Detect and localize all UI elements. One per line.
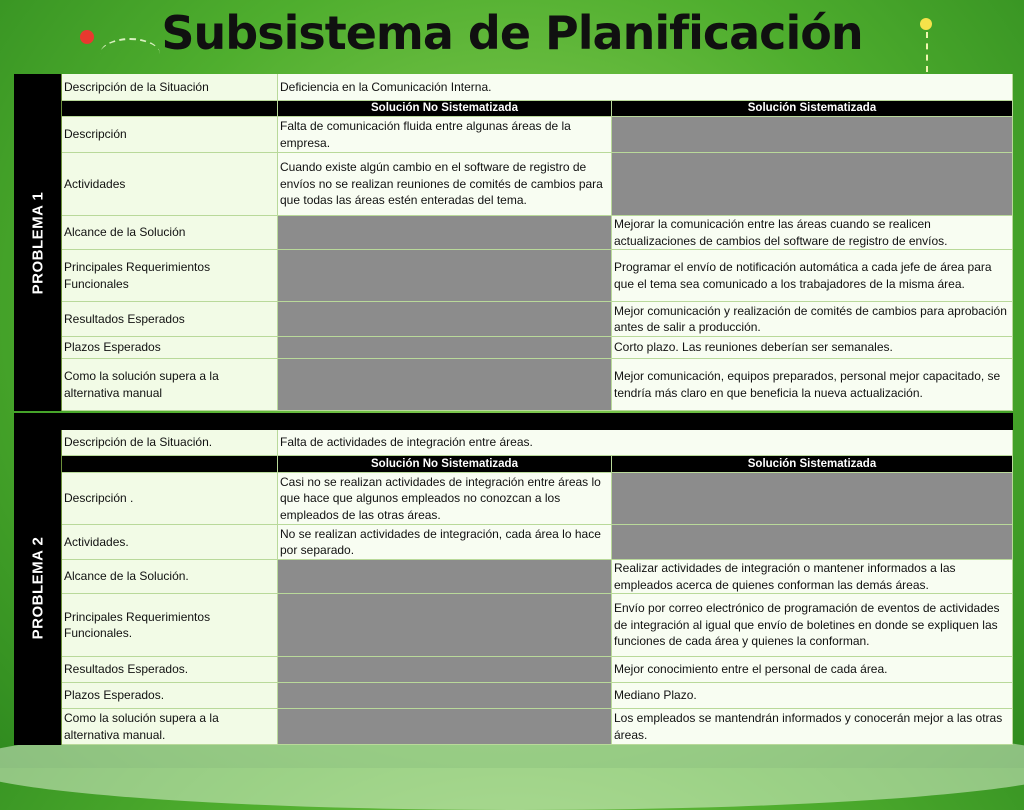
row-label: Plazos Esperados. [62,683,278,709]
row-label: Actividades [62,153,278,216]
table-separator [14,413,1013,430]
row-no-sys: No se realizan actividades de integración, cada área lo hace por separado. [278,525,612,560]
row-sys-empty [612,525,1013,560]
row-label: Descripción . [62,473,278,525]
row-label: Principales Requerimientos Funcionales. [62,594,278,657]
row-no-sys-empty [278,594,612,657]
row-sys: Mejor comunicación y realización de comités de cambios para aprobación antes de salir a producción. [612,302,1013,337]
problem-table [14,74,1013,411]
header-sys: Solución Sistematizada [612,101,1013,117]
row-sys: Mejor comunicación, equipos preparados, personal mejor capacitado, se tendría más claro en que beneficia la nueva actualización. [612,359,1013,411]
row-no-sys-empty [278,709,612,745]
row-sys: Mejorar la comunicación entre las áreas cuando se realicen actualizaciones de cambios del software de registro de envíos. [612,216,1013,250]
row-sys: Los empleados se mantendrán informados y conocerán mejor a las otras áreas. [612,709,1013,745]
row-no-sys-empty [278,216,612,250]
row-label: Como la solución supera a la alternativa manual [62,359,278,411]
header-blank [62,101,278,117]
row-no-sys-empty [278,359,612,411]
row-no-sys-empty [278,560,612,594]
row-no-sys: Casi no se realizan actividades de integración entre áreas lo que hace que algunos empleados no conozcan a los empleados de las otras áreas. [278,473,612,525]
row-label: Alcance de la Solución. [62,560,278,594]
row-no-sys-empty [278,657,612,683]
header-no-sys: Solución No Sistematizada [278,101,612,117]
row-label: Alcance de la Solución [62,216,278,250]
row-label: Resultados Esperados. [62,657,278,683]
row-no-sys-empty [278,337,612,359]
row-no-sys-empty [278,250,612,302]
header-sys: Solución Sistematizada [612,456,1013,473]
row-sys-empty [612,117,1013,153]
row-label: Descripción [62,117,278,153]
row-no-sys: Falta de comunicación fluida entre algunas áreas de la empresa. [278,117,612,153]
row-no-sys-empty [278,683,612,709]
row-sys: Envío por correo electrónico de programación de eventos de actividades de integración al igual que envío de boletines en donde se expliquen las funciones de cada área y quienes la conforman. [612,594,1013,657]
problem-side-label: PROBLEMA 2 [14,430,62,745]
situation-value: Deficiencia en la Comunicación Interna. [278,74,1013,101]
row-sys-empty [612,153,1013,216]
problem-side-label: PROBLEMA 1 [14,74,62,411]
row-label: Principales Requerimientos Funcionales [62,250,278,302]
row-sys: Programar el envío de notificación automática a cada jefe de área para que el tema sea comunicado a los trabajadores de la misma área. [612,250,1013,302]
row-sys: Realizar actividades de integración o mantener informados a las empleados acerca de quienes conforman las demás áreas. [612,560,1013,594]
situation-value: Falta de actividades de integración entre áreas. [278,430,1013,456]
row-label: Plazos Esperados [62,337,278,359]
page-title: Subsistema de Planificación [161,6,863,60]
row-sys: Mediano Plazo. [612,683,1013,709]
row-no-sys-empty [278,302,612,337]
problem-table [14,430,1013,745]
row-sys-empty [612,473,1013,525]
row-label: Resultados Esperados [62,302,278,337]
header-no-sys: Solución No Sistematizada [278,456,612,473]
row-sys: Corto plazo. Las reuniones deberían ser semanales. [612,337,1013,359]
row-label: Actividades. [62,525,278,560]
row-label: Como la solución supera a la alternativa manual. [62,709,278,745]
situation-label: Descripción de la Situación. [62,430,278,456]
row-sys: Mejor conocimiento entre el personal de cada área. [612,657,1013,683]
header-blank [62,456,278,473]
row-no-sys: Cuando existe algún cambio en el software de registro de envíos no se realizan reuniones de comités de cambios para que todas las áreas estén enteradas del tema. [278,153,612,216]
situation-label: Descripción de la Situación [62,74,278,101]
